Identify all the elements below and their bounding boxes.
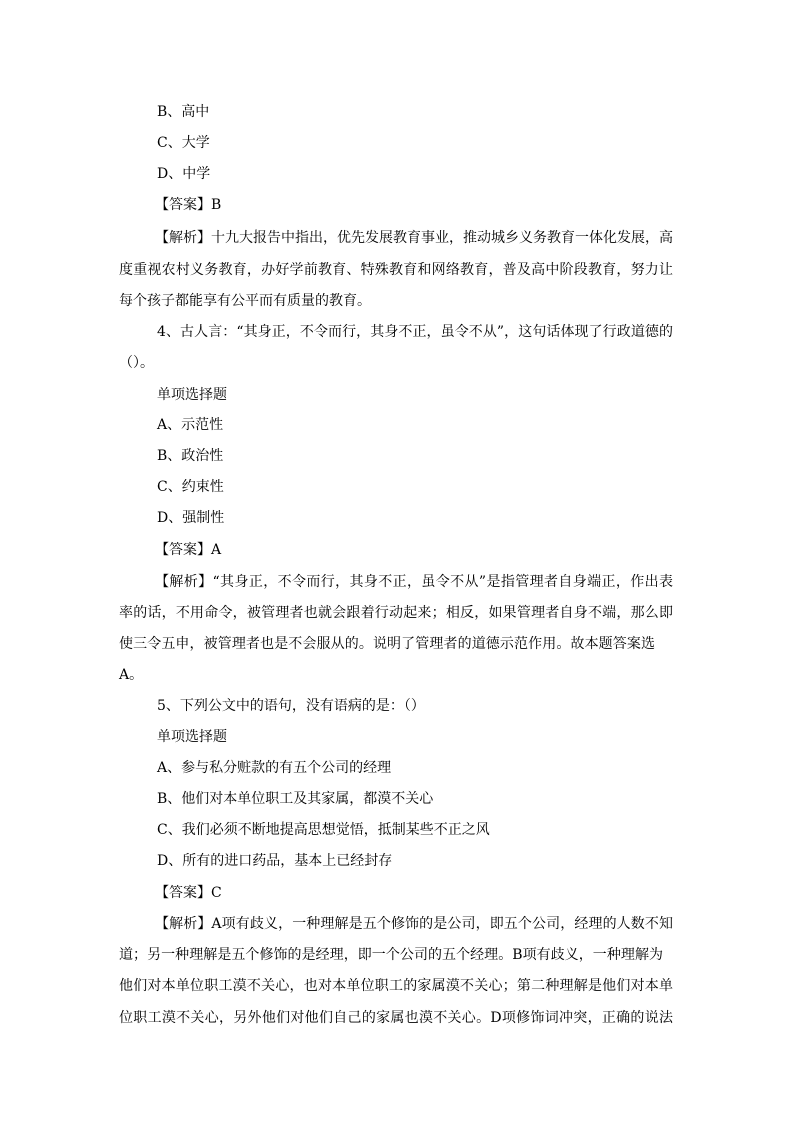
q5-explanation-line-1: 【解析】A项有歧义，一种理解是五个修饰的是公司，即五个公司，经理的人数不知	[155, 916, 673, 932]
q4-question-line-1: 4、古人言：“其身正，不令而行，其身不正，虽令不从”，这句话体现了行政道德的	[157, 324, 673, 340]
q4-explanation-line-4: A。	[119, 667, 144, 683]
q5-option-b: B、他们对本单位职工及其家属，都漠不关心	[157, 791, 434, 807]
q4-option-c: C、约束性	[157, 479, 224, 495]
q4-question-line-2: （）。	[119, 355, 154, 371]
q3-option-c: C、大学	[157, 135, 210, 151]
q5-explanation-line-2: 道；另一种理解是五个修饰的是经理，即一个公司的五个经理。B项有歧义，一种理解为	[119, 947, 663, 963]
q5-option-c: C、我们必须不断地提高思想觉悟，抵制某些不正之风	[157, 822, 490, 838]
q5-option-a: A、参与私分赃款的有五个公司的经理	[157, 760, 392, 776]
q4-answer: 【答案】A	[155, 542, 222, 558]
q5-question: 5、下列公文中的语句，没有语病的是：（）	[157, 698, 425, 714]
q5-question-type: 单项选择题	[157, 729, 227, 745]
q5-explanation-line-4: 位职工漠不关心，另外他们对他们自己的家属也漠不关心。D项修饰词冲突，正确的说法	[119, 1010, 673, 1026]
q3-answer: 【答案】B	[155, 197, 222, 213]
q3-option-d: D、中学	[157, 166, 211, 182]
q4-question-type: 单项选择题	[157, 387, 227, 403]
q4-option-a: A、示范性	[157, 417, 224, 433]
q4-explanation-line-1: 【解析】“其身正，不令而行，其身不正，虽令不从”是指管理者自身端正，作出表	[155, 574, 673, 590]
q5-explanation-line-3: 他们对本单位职工漠不关心，也对本单位职工的家属漠不关心；第二种理解是他们对本单	[119, 978, 673, 994]
q3-explanation-line-2: 度重视农村义务教育，办好学前教育、特殊教育和网络教育，普及高中阶段教育，努力让	[119, 262, 673, 278]
q4-option-b: B、政治性	[157, 448, 224, 464]
q4-explanation-line-3: 使三令五申，被管理者也是不会服从的。说明了管理者的道德示范作用。故本题答案选	[119, 636, 655, 652]
q5-option-d: D、所有的进口药品，基本上已经封存	[157, 853, 393, 869]
q3-explanation-line-1: 【解析】十九大报告中指出，优先发展教育事业，推动城乡义务教育一体化发展，高	[155, 230, 673, 246]
q3-option-b: B、高中	[157, 104, 210, 120]
q4-explanation-line-2: 率的话，不用命令，被管理者也就会跟着行动起来；相反，如果管理者自身不端，那么即	[119, 605, 673, 621]
q5-answer: 【答案】C	[155, 885, 222, 901]
q3-explanation-line-3: 每个孩子都能享有公平而有质量的教育。	[119, 293, 371, 309]
q4-option-d: D、强制性	[157, 510, 225, 526]
